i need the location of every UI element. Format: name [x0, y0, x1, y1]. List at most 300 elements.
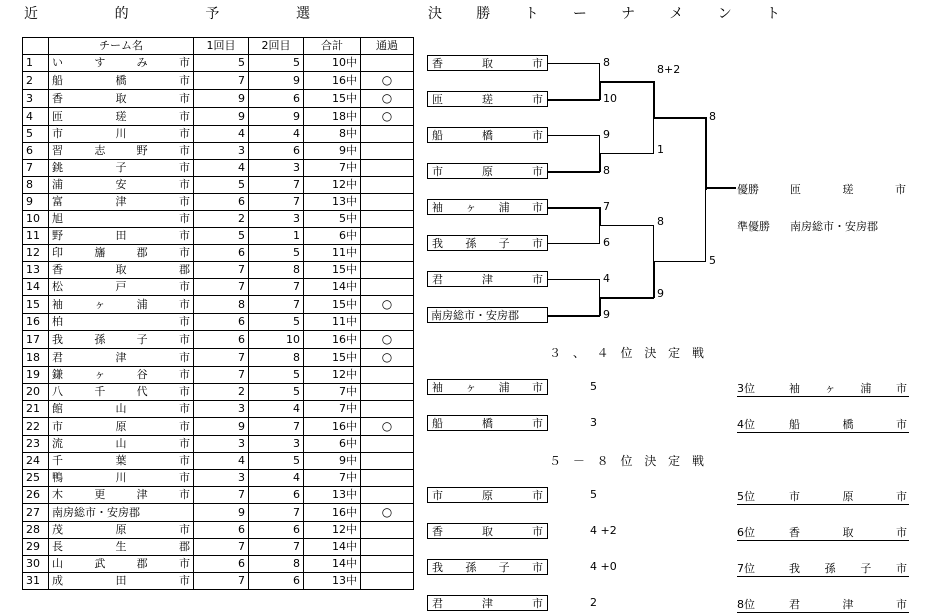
- table-row: [23, 245, 414, 262]
- row-number: 18: [23, 349, 49, 367]
- pass-mark: [361, 539, 414, 556]
- table-row: [23, 143, 414, 160]
- row-number: 23: [23, 436, 49, 453]
- prelim-title: 近 的 予 選: [24, 6, 310, 22]
- total-score: 16中: [304, 418, 361, 436]
- bracket-line: [548, 315, 600, 317]
- pass-mark: [361, 556, 414, 573]
- row-number: 21: [23, 401, 49, 418]
- team-name: [49, 126, 194, 143]
- total-score: 12中: [304, 522, 361, 539]
- bracket-line: [653, 117, 654, 154]
- placement-result: [737, 596, 909, 613]
- r1-score: 6: [603, 236, 610, 249]
- team-name: [49, 349, 194, 367]
- pass-mark: [361, 72, 414, 90]
- round1-score: 4: [194, 126, 249, 143]
- row-number: 11: [23, 228, 49, 245]
- bracket-line: [600, 225, 654, 226]
- total-score: 9中: [304, 143, 361, 160]
- placement-team: 船 橋 市: [789, 418, 907, 431]
- team-name-text: 茂 原 市: [52, 523, 190, 536]
- r1-score: 7: [603, 200, 610, 213]
- total-score: 13中: [304, 194, 361, 211]
- pass-mark: [361, 487, 414, 504]
- team-name-text: 柏 市: [52, 315, 190, 328]
- pass-mark: [361, 314, 414, 331]
- round1-score: 7: [194, 72, 249, 90]
- team-name-text: 千 葉 市: [52, 454, 190, 467]
- pass-mark: [361, 436, 414, 453]
- team-name: [49, 453, 194, 470]
- team-name: [49, 296, 194, 314]
- team-name-text: 袖 ヶ 浦 市: [52, 297, 190, 311]
- table-row: [23, 504, 414, 522]
- placement-team: 袖 ヶ 浦 市: [789, 382, 907, 395]
- bracket-line: [599, 279, 600, 298]
- placement-result: [737, 380, 909, 397]
- pass-mark: [361, 194, 414, 211]
- round2-score: 7: [249, 177, 304, 194]
- placement-team-box: 船 橋 市: [427, 415, 548, 431]
- team-name-text: 市 川 市: [52, 127, 190, 140]
- team-name-text: 旭 市: [52, 212, 190, 225]
- bracket-team-box: 匝 瑳 市: [427, 91, 548, 107]
- placement-rank: 3位: [737, 382, 755, 395]
- table-row: [23, 349, 414, 367]
- total-score: 15中: [304, 90, 361, 108]
- r1-score: 8: [603, 56, 610, 69]
- table-row: [23, 72, 414, 90]
- round1-score: 6: [194, 314, 249, 331]
- row-number: 26: [23, 487, 49, 504]
- bracket-line: [653, 261, 655, 298]
- team-name: [49, 279, 194, 296]
- total-score: 12中: [304, 367, 361, 384]
- round1-score: 6: [194, 245, 249, 262]
- table-header: [23, 38, 414, 55]
- row-number: 15: [23, 296, 49, 314]
- bracket-team-box: 香 取 市: [427, 55, 548, 71]
- round1-score: 2: [194, 384, 249, 401]
- team-name: [49, 55, 194, 72]
- round2-score: 3: [249, 211, 304, 228]
- round2-score: 3: [249, 160, 304, 177]
- bracket-line: [548, 171, 600, 173]
- pass-mark: [361, 349, 414, 367]
- row-number: 30: [23, 556, 49, 573]
- table-row: [23, 314, 414, 331]
- placement-rank: 8位: [737, 598, 755, 611]
- pass-mark: [361, 573, 414, 590]
- row-number: 19: [23, 367, 49, 384]
- placement-team: 君 津 市: [789, 598, 907, 611]
- final-score: 5: [709, 254, 716, 267]
- row-number: 2: [23, 72, 49, 90]
- round1-score: 6: [194, 331, 249, 349]
- pass-mark: [361, 522, 414, 539]
- table-row: [23, 296, 414, 314]
- round2-score: 7: [249, 279, 304, 296]
- round2-score: 5: [249, 55, 304, 72]
- round1-score: 7: [194, 279, 249, 296]
- header-cell: 合計: [304, 38, 361, 55]
- pass-mark: [361, 245, 414, 262]
- round2-score: 7: [249, 504, 304, 522]
- header-cell: 2回目: [249, 38, 304, 55]
- table-row: [23, 160, 414, 177]
- team-name-text: 長 生 郡: [52, 540, 190, 553]
- placement-score: 5: [590, 488, 597, 501]
- team-name-text: 我 孫 子 市: [52, 332, 190, 346]
- round2-score: 5: [249, 245, 304, 262]
- round1-score: 7: [194, 262, 249, 279]
- round1-score: 9: [194, 90, 249, 108]
- bracket-line: [599, 297, 601, 316]
- final-score: 8: [709, 110, 716, 123]
- bracket-line: [548, 279, 600, 280]
- team-name: [49, 245, 194, 262]
- pass-mark: [361, 211, 414, 228]
- bracket-team-box: 我 孫 子 市: [427, 235, 548, 251]
- round1-score: 9: [194, 418, 249, 436]
- table-row: [23, 90, 414, 108]
- team-name: [49, 436, 194, 453]
- table-row: [23, 331, 414, 349]
- team-name-text: 八 千 代 市: [52, 385, 190, 398]
- round1-score: 7: [194, 573, 249, 590]
- team-name-text: 香 取 市: [52, 91, 190, 105]
- pass-mark: [361, 108, 414, 126]
- pass-mark: [361, 401, 414, 418]
- fifth-place-title: ５ － ８ 位 決 定 戦: [549, 454, 704, 468]
- bracket-line: [548, 99, 600, 101]
- pass-mark: [361, 262, 414, 279]
- team-name-text: 南房総市・安房郡: [52, 505, 140, 519]
- round1-score: 6: [194, 556, 249, 573]
- bracket-line: [705, 117, 707, 190]
- table-row: [23, 539, 414, 556]
- bracket-team-box: 南房総市・安房郡: [427, 307, 548, 323]
- r1-score: 10: [603, 92, 617, 105]
- row-number: 20: [23, 384, 49, 401]
- total-score: 7中: [304, 401, 361, 418]
- team-name-text: 流 山 市: [52, 437, 190, 450]
- prelim-table: [22, 37, 414, 590]
- row-number: 6: [23, 143, 49, 160]
- team-name-text: 山 武 郡 市: [52, 557, 190, 570]
- round2-score: 7: [249, 539, 304, 556]
- round2-score: 7: [249, 296, 304, 314]
- team-name-text: 香 取 郡: [52, 263, 190, 276]
- placement-rank: 6位: [737, 526, 755, 539]
- team-name: [49, 143, 194, 160]
- team-name: [49, 573, 194, 590]
- round1-score: 9: [194, 504, 249, 522]
- final-title: 決 勝 ト ー ナ メ ン ト: [428, 6, 780, 22]
- round2-score: 5: [249, 453, 304, 470]
- total-score: 13中: [304, 487, 361, 504]
- round1-score: 3: [194, 401, 249, 418]
- team-name-text: 銚 子 市: [52, 161, 190, 174]
- total-score: 16中: [304, 504, 361, 522]
- round2-score: 8: [249, 556, 304, 573]
- total-score: 11中: [304, 314, 361, 331]
- team-name: [49, 314, 194, 331]
- pass-circle-icon: ○: [381, 297, 393, 311]
- team-name: [49, 211, 194, 228]
- pass-circle-icon: ○: [381, 109, 393, 123]
- row-number: 10: [23, 211, 49, 228]
- bracket-line: [705, 189, 706, 262]
- team-name-text: 印 旛 郡 市: [52, 246, 190, 259]
- row-number: 13: [23, 262, 49, 279]
- team-name: [49, 367, 194, 384]
- bracket-line: [599, 225, 600, 244]
- r2-score: 1: [657, 143, 664, 156]
- total-score: 6中: [304, 228, 361, 245]
- team-name: [49, 331, 194, 349]
- round2-score: 5: [249, 314, 304, 331]
- team-name: [49, 177, 194, 194]
- round2-score: 5: [249, 384, 304, 401]
- row-number: 9: [23, 194, 49, 211]
- bracket-line: [654, 261, 706, 262]
- bracket-line: [653, 81, 655, 118]
- table-row: [23, 108, 414, 126]
- table-row: [23, 401, 414, 418]
- bracket-team-box: 袖 ヶ 浦 市: [427, 199, 548, 215]
- placement-rank: 7位: [737, 562, 755, 575]
- bracket-line: [599, 153, 601, 172]
- team-name: [49, 401, 194, 418]
- pass-mark: [361, 126, 414, 143]
- row-number: 7: [23, 160, 49, 177]
- team-name-text: い す み 市: [52, 56, 190, 69]
- team-name: [49, 72, 194, 90]
- pass-mark: [361, 143, 414, 160]
- placement-score: 4 +2: [590, 524, 617, 537]
- total-score: 16中: [304, 331, 361, 349]
- bracket-line: [548, 207, 600, 209]
- row-number: 24: [23, 453, 49, 470]
- r2-score: 8+2: [657, 63, 681, 76]
- team-name: [49, 504, 194, 522]
- team-name: [49, 522, 194, 539]
- bracket-line: [599, 135, 600, 154]
- pass-mark: [361, 177, 414, 194]
- total-score: 14中: [304, 539, 361, 556]
- bracket-line: [654, 117, 706, 119]
- round2-score: 1: [249, 228, 304, 245]
- pass-mark: [361, 384, 414, 401]
- round2-score: 4: [249, 470, 304, 487]
- total-score: 7中: [304, 160, 361, 177]
- pass-mark: [361, 160, 414, 177]
- placement-team-box: 君 津 市: [427, 595, 548, 611]
- row-number: 29: [23, 539, 49, 556]
- team-name-text: 市 原 市: [52, 419, 190, 433]
- table-row: [23, 228, 414, 245]
- pass-mark: [361, 279, 414, 296]
- pass-circle-icon: ○: [381, 73, 393, 87]
- bracket-line: [600, 153, 654, 154]
- bracket-line: [600, 81, 654, 83]
- total-score: 15中: [304, 262, 361, 279]
- team-name-text: 木 更 津 市: [52, 488, 190, 501]
- round1-score: 3: [194, 470, 249, 487]
- pass-mark: [361, 470, 414, 487]
- placement-score: 3: [590, 416, 597, 429]
- total-score: 14中: [304, 279, 361, 296]
- row-number: 12: [23, 245, 49, 262]
- r2-score: 8: [657, 215, 664, 228]
- runnerup-label: 準優勝: [737, 220, 770, 233]
- round2-score: 7: [249, 194, 304, 211]
- round2-score: 6: [249, 487, 304, 504]
- round1-score: 3: [194, 436, 249, 453]
- row-number: 14: [23, 279, 49, 296]
- round1-score: 3: [194, 143, 249, 160]
- round2-score: 7: [249, 418, 304, 436]
- round2-score: 9: [249, 108, 304, 126]
- placement-rank: 5位: [737, 490, 755, 503]
- total-score: 16中: [304, 72, 361, 90]
- round1-score: 5: [194, 177, 249, 194]
- table-row: [23, 279, 414, 296]
- round1-score: 7: [194, 367, 249, 384]
- r1-score: 9: [603, 128, 610, 141]
- r1-score: 8: [603, 164, 610, 177]
- table-row: [23, 262, 414, 279]
- team-name-text: 富 津 市: [52, 195, 190, 208]
- placement-team-box: 香 取 市: [427, 523, 548, 539]
- round1-score: 7: [194, 539, 249, 556]
- team-name: [49, 194, 194, 211]
- total-score: 5中: [304, 211, 361, 228]
- row-number: 28: [23, 522, 49, 539]
- table-row: [23, 194, 414, 211]
- total-score: 13中: [304, 573, 361, 590]
- team-name-text: 習 志 野 市: [52, 144, 190, 157]
- total-score: 11中: [304, 245, 361, 262]
- third-place-title: ３ 、 ４ 位 決 定 戦: [549, 346, 704, 360]
- placement-result: [737, 524, 909, 541]
- placement-team-box: 市 原 市: [427, 487, 548, 503]
- team-name: [49, 262, 194, 279]
- pass-mark: [361, 453, 414, 470]
- team-name: [49, 418, 194, 436]
- pass-mark: [361, 418, 414, 436]
- round2-score: 6: [249, 90, 304, 108]
- pass-mark: [361, 331, 414, 349]
- bracket-line: [599, 63, 600, 82]
- r1-score: 4: [603, 272, 610, 285]
- header-cell: 通過: [361, 38, 414, 55]
- round2-score: 5: [249, 367, 304, 384]
- team-name-text: 館 山 市: [52, 402, 190, 415]
- team-name: [49, 160, 194, 177]
- pass-circle-icon: ○: [381, 91, 393, 105]
- row-number: 8: [23, 177, 49, 194]
- table-row: [23, 470, 414, 487]
- header-cell: [23, 38, 49, 55]
- table-row: [23, 522, 414, 539]
- round2-score: 4: [249, 126, 304, 143]
- team-name-text: 松 戸 市: [52, 280, 190, 293]
- round1-score: 7: [194, 349, 249, 367]
- round1-score: 6: [194, 522, 249, 539]
- total-score: 15中: [304, 349, 361, 367]
- header-cell: 1回目: [194, 38, 249, 55]
- team-name: [49, 90, 194, 108]
- team-name-text: 君 津 市: [52, 350, 190, 364]
- bracket-line: [599, 207, 601, 226]
- placement-team-box: 袖 ヶ 浦 市: [427, 379, 548, 395]
- round2-score: 9: [249, 72, 304, 90]
- round2-score: 8: [249, 349, 304, 367]
- team-name: [49, 539, 194, 556]
- round2-score: 6: [249, 522, 304, 539]
- team-name-text: 船 橋 市: [52, 73, 190, 87]
- team-name: [49, 228, 194, 245]
- team-name-text: 成 田 市: [52, 574, 190, 587]
- round1-score: 5: [194, 228, 249, 245]
- team-name: [49, 470, 194, 487]
- table-row: [23, 177, 414, 194]
- round2-score: 4: [249, 401, 304, 418]
- round1-score: 4: [194, 160, 249, 177]
- round2-score: 8: [249, 262, 304, 279]
- row-number: 3: [23, 90, 49, 108]
- round1-score: 5: [194, 55, 249, 72]
- row-number: 4: [23, 108, 49, 126]
- pass-circle-icon: ○: [381, 332, 393, 346]
- round2-score: 10: [249, 331, 304, 349]
- row-number: 25: [23, 470, 49, 487]
- table-row: [23, 573, 414, 590]
- row-number: 27: [23, 504, 49, 522]
- team-name-text: 浦 安 市: [52, 178, 190, 191]
- round2-score: 3: [249, 436, 304, 453]
- round2-score: 6: [249, 573, 304, 590]
- table-row: [23, 436, 414, 453]
- header-cell: チーム名: [49, 38, 194, 55]
- table-row: [23, 55, 414, 72]
- table-row: [23, 487, 414, 504]
- table-row: [23, 126, 414, 143]
- total-score: 7中: [304, 470, 361, 487]
- table-row: [23, 556, 414, 573]
- row-number: 16: [23, 314, 49, 331]
- total-score: 15中: [304, 296, 361, 314]
- round1-score: 2: [194, 211, 249, 228]
- pass-mark: [361, 55, 414, 72]
- row-number: 5: [23, 126, 49, 143]
- pass-circle-icon: ○: [381, 505, 393, 519]
- placement-result: [737, 416, 909, 433]
- bracket-line: [706, 187, 736, 189]
- bracket-line: [548, 63, 600, 64]
- placement-result: [737, 560, 909, 577]
- runnerup-team: 南房総市・安房郡: [790, 220, 878, 233]
- pass-mark: [361, 228, 414, 245]
- bracket-line: [599, 81, 601, 100]
- placement-team: 市 原 市: [789, 490, 907, 503]
- pass-mark: [361, 296, 414, 314]
- team-name: [49, 556, 194, 573]
- total-score: 9中: [304, 453, 361, 470]
